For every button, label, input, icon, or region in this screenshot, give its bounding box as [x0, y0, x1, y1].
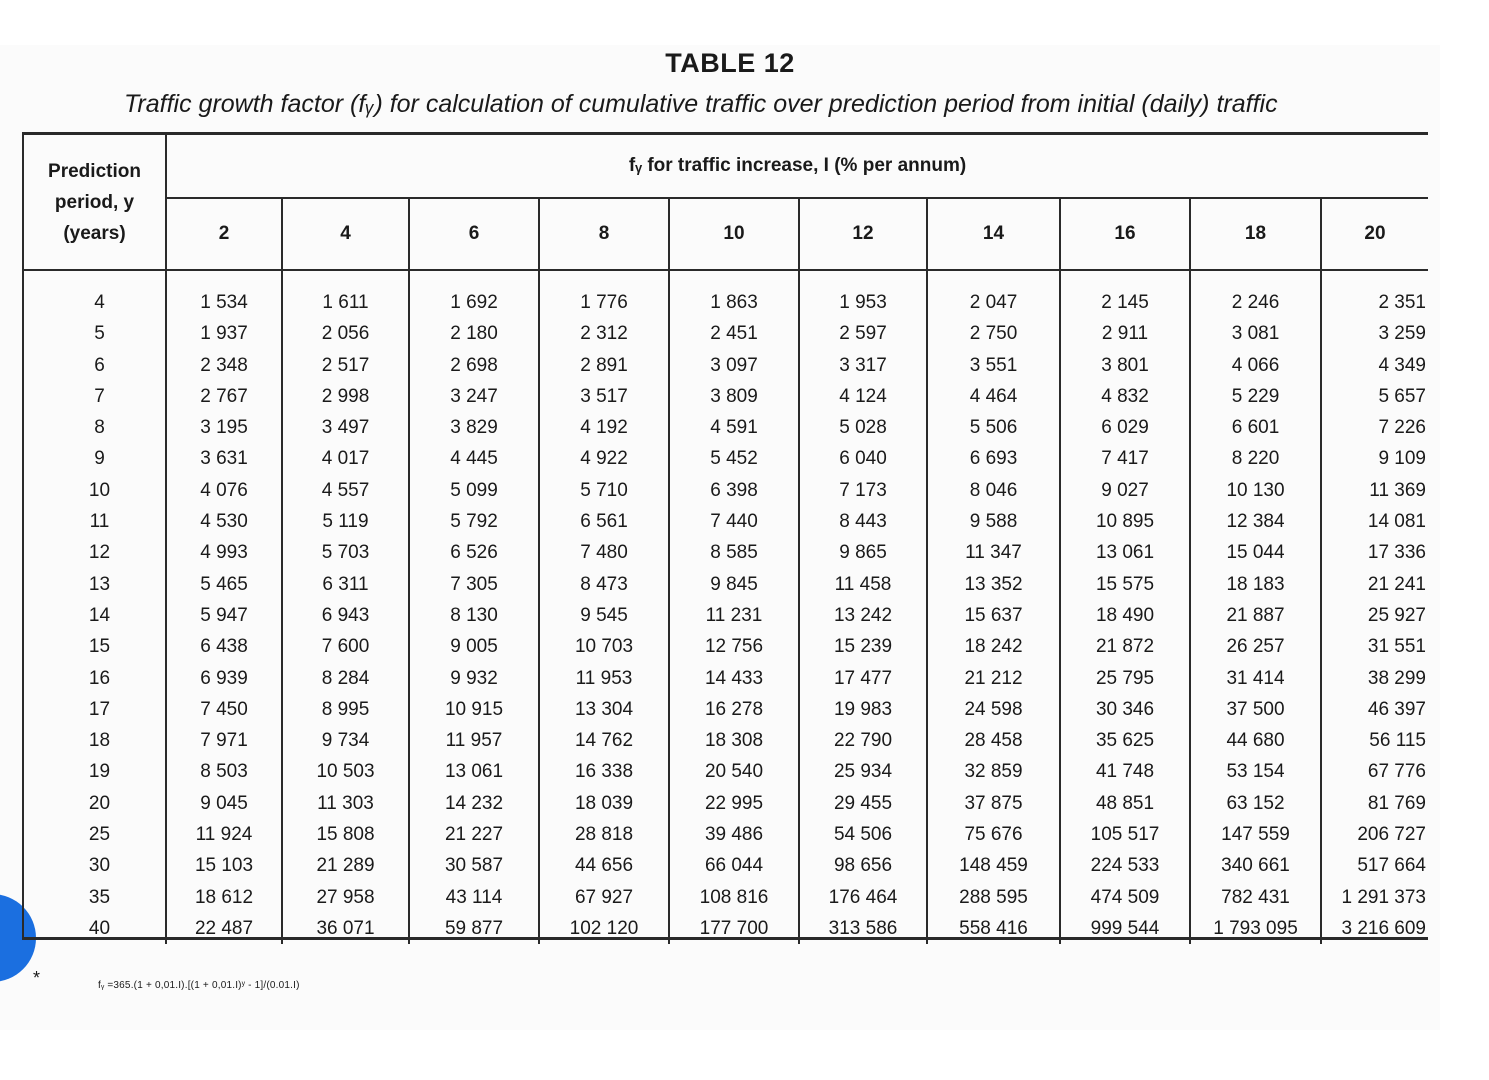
table-cell: 37 875	[964, 792, 1023, 814]
table-cell: 15 103	[194, 855, 254, 877]
rate-header-20: 20	[1321, 198, 1428, 270]
table-cell: 38 299	[1367, 667, 1426, 689]
table-cell: 21 872	[1095, 636, 1155, 658]
table-cell: 108 816	[699, 886, 769, 908]
table-cell: 46 397	[1367, 698, 1426, 720]
table-cell: 2 911	[1101, 323, 1149, 345]
table-cell: 3 551	[969, 354, 1018, 376]
rate-column-12	[799, 270, 927, 944]
table-cell: 7 600	[321, 636, 370, 658]
table-cell: 10 503	[316, 761, 375, 783]
period-value: 17	[88, 698, 111, 720]
table-cell: 6 029	[1101, 417, 1149, 439]
table-cell: 1 863	[710, 292, 758, 313]
table-cell: 105 517	[1090, 824, 1160, 846]
table-cell: 2 312	[580, 323, 628, 345]
table-cell: 12 384	[1226, 511, 1285, 533]
table-cell: 29 455	[833, 792, 893, 814]
period-value: 5	[94, 323, 105, 345]
rate-column-20	[1321, 270, 1428, 944]
table-cell: 8 130	[450, 604, 498, 626]
table-cell: 81 769	[1367, 792, 1426, 814]
table-cell: 8 503	[200, 761, 248, 783]
table-cell: 6 939	[200, 667, 248, 689]
table-cell: 11 458	[834, 573, 892, 595]
period-value: 9	[94, 448, 105, 470]
growth-factor-table	[22, 132, 1428, 940]
table-cell: 9 932	[450, 667, 498, 689]
table-cell: 5 028	[839, 417, 887, 439]
table-cell: 44 680	[1226, 730, 1285, 752]
table-cell: 22 487	[194, 917, 254, 939]
table-cell: 1 793 095	[1213, 917, 1298, 939]
rate-header-16: 16	[1060, 198, 1190, 270]
table-cell: 11 347	[965, 542, 1022, 564]
table-cell: 8 473	[580, 573, 628, 595]
period-column	[24, 270, 166, 944]
period-value: 30	[88, 855, 111, 877]
rate-column-6	[409, 270, 539, 944]
table-cell: 9 734	[321, 730, 370, 752]
table-cell: 4 445	[450, 448, 498, 470]
table-cell: 1 937	[200, 323, 248, 345]
table-cell: 8 220	[1231, 448, 1280, 470]
rate-column-4	[282, 270, 409, 944]
table-cell: 4 464	[969, 385, 1018, 407]
table-body-row	[24, 270, 1428, 944]
table-cell: 63 152	[1226, 792, 1285, 814]
table-cell: 2 767	[200, 385, 248, 407]
traffic-increase-header: fᵧ for traffic increase, I (% per annum)	[166, 135, 1428, 198]
rate-column-8	[539, 270, 669, 944]
period-value: 25	[88, 824, 111, 846]
table-cell: 6 943	[321, 604, 370, 626]
table-cell: 2 998	[321, 385, 370, 407]
period-value: 8	[94, 417, 105, 439]
table-cell: 102 120	[569, 917, 639, 939]
table-cell: 14 081	[1367, 511, 1426, 533]
table-cell: 8 046	[969, 479, 1018, 501]
table-cell: 9 545	[580, 604, 628, 626]
table-cell: 5 792	[450, 511, 498, 533]
table-cell: 147 559	[1221, 824, 1290, 846]
table-cell: 9 027	[1101, 479, 1149, 501]
table-cell: 28 458	[964, 730, 1023, 752]
table-cell: 3 259	[1378, 323, 1426, 345]
table-cell: 206 727	[1357, 824, 1426, 846]
table-cell: 10 130	[1226, 479, 1285, 501]
table-cell: 39 486	[704, 824, 764, 846]
table-cell: 21 241	[1367, 573, 1426, 595]
table-cell: 5 703	[321, 542, 370, 564]
table-cell: 36 071	[316, 917, 375, 939]
table-cell: 10 895	[1095, 511, 1155, 533]
table-cell: 517 664	[1357, 855, 1426, 877]
table-cell: 3 801	[1101, 354, 1149, 376]
table-cell: 7 173	[839, 479, 887, 501]
rate-column-10	[669, 270, 799, 944]
table-cell: 6 693	[969, 448, 1018, 470]
rate-column-16	[1060, 270, 1190, 944]
table-cell: 4 993	[200, 542, 248, 564]
table-cell: 7 971	[200, 730, 248, 752]
table-cell: 21 212	[964, 667, 1023, 689]
table-cell: 1 776	[580, 292, 628, 313]
table-cell: 59 877	[444, 917, 504, 939]
footnote-mark: *	[33, 968, 41, 988]
table-cell: 5 657	[1378, 385, 1426, 407]
table-cell: 18 308	[704, 730, 764, 752]
table-cell: 14 762	[574, 730, 634, 752]
table-cell: 5 229	[1231, 385, 1280, 407]
table-cell: 2 348	[200, 354, 248, 376]
table-cell: 9 865	[839, 542, 887, 564]
table-cell: 5 452	[710, 448, 758, 470]
period-value: 18	[88, 730, 111, 752]
table-cell: 41 748	[1095, 761, 1155, 783]
table-cell: 176 464	[828, 886, 898, 908]
table-cell: 25 795	[1095, 667, 1155, 689]
table-cell: 1 534	[200, 292, 248, 313]
table-cell: 11 369	[1369, 479, 1426, 501]
table-cell: 2 047	[969, 292, 1018, 313]
table-cell: 37 500	[1226, 698, 1285, 720]
table-cell: 11 303	[317, 792, 374, 814]
table-cell: 4 922	[580, 448, 628, 470]
table-cell: 11 231	[705, 604, 763, 626]
table-cell: 5 099	[450, 479, 498, 501]
period-value: 6	[94, 354, 105, 376]
table-cell: 4 349	[1378, 354, 1426, 376]
table-cell: 3 829	[450, 417, 498, 439]
table-cell: 30 587	[444, 855, 504, 877]
table-cell: 67 927	[574, 886, 634, 908]
table-cell: 8 585	[710, 542, 758, 564]
table-cell: 7 480	[580, 542, 628, 564]
period-value: 20	[88, 792, 111, 814]
table-cell: 21 289	[316, 855, 375, 877]
table-cell: 17 477	[833, 667, 893, 689]
rate-header-12: 12	[799, 198, 927, 270]
table-cell: 2 451	[710, 323, 758, 345]
rate-column-18	[1190, 270, 1321, 944]
table-cell: 13 242	[833, 604, 893, 626]
table-cell: 2 351	[1378, 292, 1426, 313]
table-cell: 8 284	[321, 667, 370, 689]
rate-column-2	[166, 270, 282, 944]
table-cell: 5 119	[322, 511, 369, 533]
table-cell: 22 790	[833, 730, 893, 752]
table-cell: 4 017	[321, 448, 370, 470]
table-cell: 44 656	[574, 855, 634, 877]
table-cell: 14 433	[704, 667, 764, 689]
table-cell: 15 637	[964, 604, 1023, 626]
table-cell: 21 227	[444, 824, 504, 846]
prediction-period-header: Prediction period, y (years)	[24, 135, 166, 270]
table-cell: 8 995	[321, 698, 370, 720]
period-value: 40	[88, 917, 111, 939]
period-value: 12	[88, 542, 111, 564]
table-cell: 4 557	[321, 479, 370, 501]
rate-header-8: 8	[539, 198, 669, 270]
table-cell: 25 927	[1367, 604, 1426, 626]
table-cell: 13 061	[444, 761, 504, 783]
table-cell: 9 588	[969, 511, 1018, 533]
table-cell: 35 625	[1095, 730, 1155, 752]
table-cell: 14 232	[444, 792, 504, 814]
table-cell: 4 124	[839, 385, 887, 407]
table-cell: 22 995	[704, 792, 764, 814]
rate-header-2: 2	[166, 198, 282, 270]
table-cell: 27 958	[316, 886, 375, 908]
table-cell: 67 776	[1367, 761, 1426, 783]
table-subtitle: Traffic growth factor (fᵧ) for calculation of cumulative traffic over prediction period from initial (daily) traffic	[124, 90, 1278, 118]
table-cell: 18 039	[574, 792, 634, 814]
table-cell: 15 808	[316, 824, 375, 846]
table-cell: 20 540	[704, 761, 764, 783]
table-cell: 5 947	[200, 604, 248, 626]
table-cell: 340 661	[1221, 855, 1290, 877]
table-cell: 7 440	[710, 511, 758, 533]
table-cell: 782 431	[1221, 886, 1290, 908]
table-cell: 2 145	[1101, 292, 1149, 313]
table-cell: 12 756	[704, 636, 764, 658]
table-cell: 26 257	[1226, 636, 1285, 658]
period-value: 16	[88, 667, 111, 689]
table-cell: 31 414	[1226, 667, 1285, 689]
period-value: 4	[94, 292, 105, 313]
table-cell: 288 595	[959, 886, 1028, 908]
period-value: 14	[88, 604, 111, 626]
table-cell: 3 195	[200, 417, 248, 439]
table-cell: 16 278	[704, 698, 764, 720]
table-cell: 3 631	[200, 448, 248, 470]
table-cell: 18 183	[1226, 573, 1285, 595]
rate-header-18: 18	[1190, 198, 1321, 270]
table-cell: 2 056	[321, 323, 370, 345]
period-value: 35	[88, 886, 111, 908]
table-cell: 10 915	[444, 698, 504, 720]
period-value: 11	[89, 511, 110, 533]
table-cell: 13 061	[1095, 542, 1155, 564]
table-cell: 48 851	[1095, 792, 1155, 814]
table-cell: 4 591	[710, 417, 758, 439]
table-cell: 32 859	[964, 761, 1023, 783]
table-cell: 18 612	[194, 886, 254, 908]
table-cell: 66 044	[704, 855, 764, 877]
table-cell: 19 983	[833, 698, 893, 720]
table-cell: 17 336	[1367, 542, 1426, 564]
table-cell: 2 246	[1231, 292, 1280, 313]
table-cell: 558 416	[959, 917, 1028, 939]
table-cell: 4 530	[200, 511, 248, 533]
table-cell: 15 575	[1095, 573, 1155, 595]
table-cell: 6 438	[200, 636, 248, 658]
table-cell: 4 076	[200, 479, 248, 501]
table-cell: 6 040	[839, 448, 887, 470]
table-cell: 6 601	[1231, 417, 1280, 439]
table-cell: 7 450	[200, 698, 248, 720]
table-cell: 4 192	[580, 417, 628, 439]
table-cell: 56 115	[1369, 730, 1426, 752]
table-cell: 5 506	[969, 417, 1018, 439]
footnote-formula: fᵧ =365.(1 + 0,01.I).[(1 + 0,01.I)ʸ - 1]/(0.01.I)	[98, 980, 300, 991]
table-cell: 21 887	[1226, 604, 1285, 626]
table-cell: 53 154	[1226, 761, 1285, 783]
table-cell: 3 081	[1231, 323, 1280, 345]
table-cell: 5 710	[580, 479, 628, 501]
period-value: 19	[88, 761, 111, 783]
table-cell: 18 242	[964, 636, 1023, 658]
table-cell: 9 109	[1378, 448, 1426, 470]
period-value: 15	[88, 636, 111, 658]
table-cell: 3 247	[450, 385, 498, 407]
rate-column-14	[927, 270, 1060, 944]
table-cell: 474 509	[1090, 886, 1160, 908]
table-cell: 18 490	[1095, 604, 1155, 626]
table-cell: 75 676	[964, 824, 1023, 846]
table-cell: 224 533	[1090, 855, 1160, 877]
table-cell: 313 586	[828, 917, 898, 939]
table-cell: 1 611	[322, 292, 369, 313]
table-cell: 3 517	[580, 385, 628, 407]
table-cell: 11 953	[575, 667, 633, 689]
table-cell: 4 066	[1231, 354, 1280, 376]
rate-header-row	[24, 198, 1428, 270]
table-cell: 2 750	[969, 323, 1018, 345]
table-cell: 2 180	[450, 323, 498, 345]
table-cell: 16 338	[574, 761, 634, 783]
table-cell: 10 703	[574, 636, 634, 658]
table-cell: 6 398	[710, 479, 758, 501]
table-cell: 98 656	[833, 855, 893, 877]
table-cell: 9 845	[710, 573, 758, 595]
table-cell: 15 239	[833, 636, 893, 658]
table-cell: 2 517	[321, 354, 370, 376]
table-cell: 31 551	[1367, 636, 1426, 658]
table-cell: 2 891	[580, 354, 628, 376]
table-cell: 3 097	[710, 354, 758, 376]
rate-header-14: 14	[927, 198, 1060, 270]
table-cell: 1 291 373	[1341, 886, 1426, 908]
table-cell: 1 692	[450, 292, 498, 313]
table-cell: 3 216 609	[1341, 917, 1426, 939]
table-cell: 6 526	[450, 542, 498, 564]
table-cell: 24 598	[964, 698, 1023, 720]
table-cell: 15 044	[1226, 542, 1285, 564]
rate-header-4: 4	[282, 198, 409, 270]
period-value: 13	[88, 573, 111, 595]
table-cell: 7 226	[1378, 417, 1426, 439]
table-cell: 2 698	[450, 354, 498, 376]
table-cell: 4 832	[1101, 385, 1149, 407]
table-cell: 28 818	[574, 824, 634, 846]
table-cell: 54 506	[833, 824, 893, 846]
table-cell: 11 924	[195, 824, 253, 846]
table-cell: 3 497	[321, 417, 370, 439]
table-cell: 3 809	[710, 385, 758, 407]
table-cell: 8 443	[839, 511, 887, 533]
rate-header-10: 10	[669, 198, 799, 270]
table-cell: 13 352	[964, 573, 1023, 595]
table-cell: 13 304	[574, 698, 634, 720]
period-value: 7	[94, 385, 105, 407]
table-cell: 43 114	[445, 886, 503, 908]
table-cell: 7 305	[450, 573, 498, 595]
table-cell: 148 459	[959, 855, 1028, 877]
table-cell: 9 005	[450, 636, 498, 658]
table-cell: 2 597	[839, 323, 887, 345]
table-cell: 25 934	[833, 761, 893, 783]
rate-header-6: 6	[409, 198, 539, 270]
period-value: 10	[88, 479, 111, 501]
table-cell: 999 544	[1090, 917, 1160, 939]
table-cell: 11 957	[445, 730, 503, 752]
table-cell: 1 953	[839, 292, 887, 313]
table-cell: 30 346	[1095, 698, 1155, 720]
table-cell: 7 417	[1101, 448, 1149, 470]
table-cell: 9 045	[200, 792, 248, 814]
table-cell: 177 700	[699, 917, 769, 939]
table-cell: 6 311	[322, 573, 369, 595]
table-cell: 5 465	[200, 573, 248, 595]
table-cell: 3 317	[839, 354, 887, 376]
table-cell: 6 561	[580, 511, 628, 533]
table-title: TABLE 12	[665, 48, 795, 78]
